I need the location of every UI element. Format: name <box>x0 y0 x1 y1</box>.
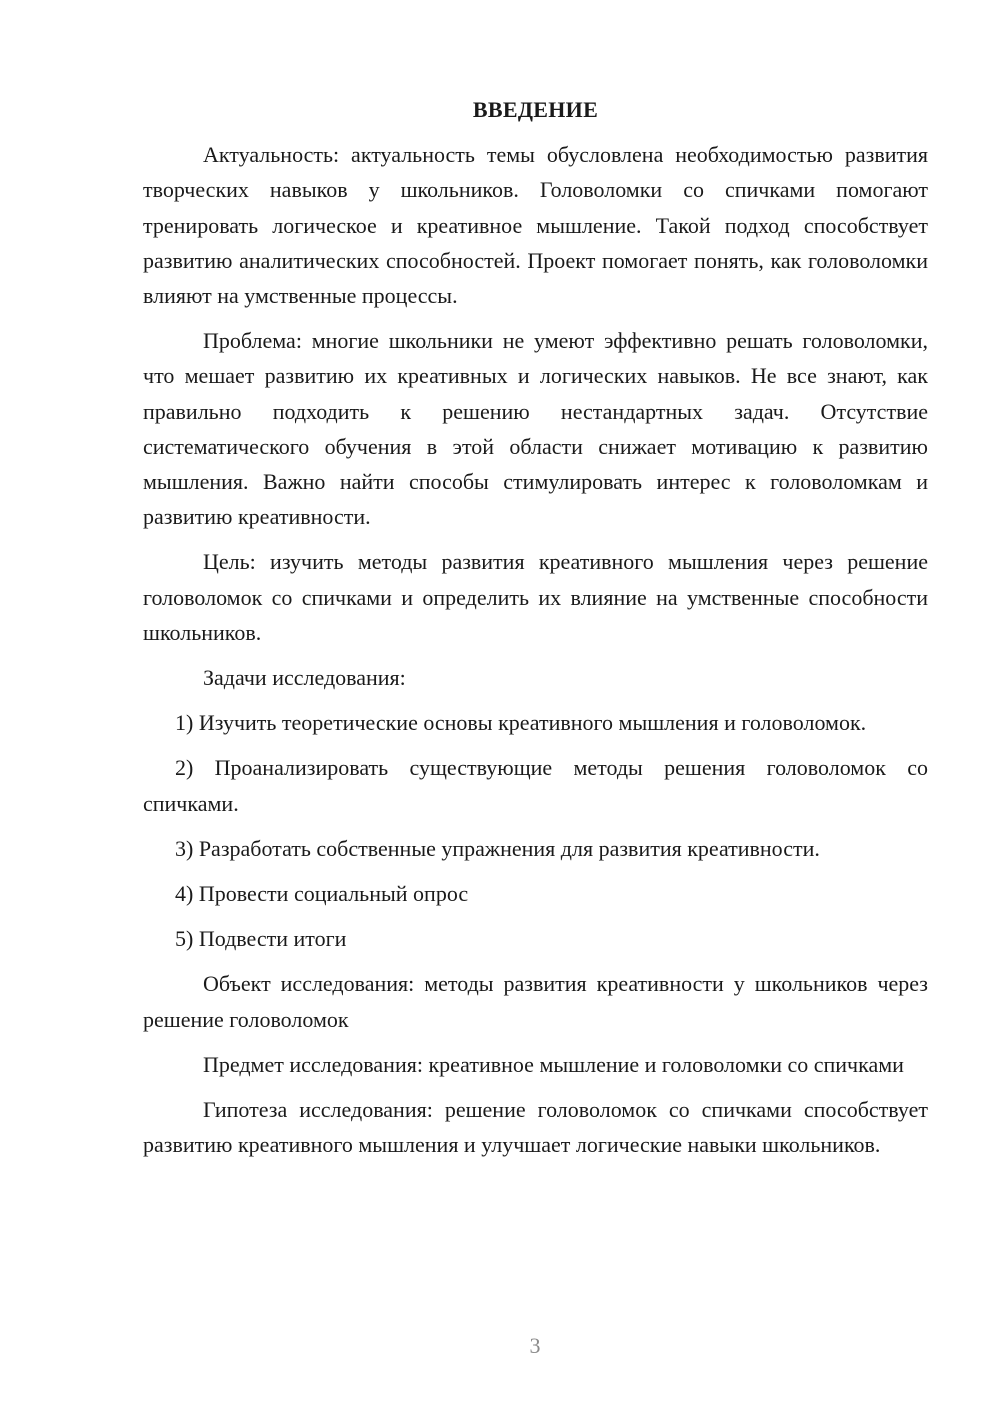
task-item-1: 1) Изучить теоретические основы креативного мышления и головоломок. <box>175 710 867 736</box>
task-item-4: 4) Провести социальный опрос <box>175 881 469 907</box>
document-body <box>143 92 928 1172</box>
task-item-3: 3) Разработать собственные упражнения для развития креативности. <box>175 835 820 861</box>
task-item-2: 2) Проанализировать существующие методы решения головоломок со спичками. <box>143 755 928 816</box>
hypothesis-paragraph: Гипотеза исследования: решение головоломок со спичками способствует развитию креативного мышления и улучшает логические навыки школьников. <box>143 1097 928 1158</box>
subject-paragraph: Предмет исследования: креативное мышление и головоломки со спичками <box>203 1051 904 1077</box>
problem-paragraph: Проблема: многие школьники не умеют эффективно решать головоломки, что мешает развитию их креативных и логических навыков. Не все знают, как правильно подходить к решению нестандартных задач. Отсутствие систематического обучения в этой области снижает мотивацию к развитию мышления. Важно найти способы стимулировать интерес к головоломкам и развитию креативности. <box>143 328 928 530</box>
task-item-5: 5) Подвести итоги <box>175 926 347 952</box>
goal-paragraph: Цель: изучить методы развития креативного мышления через решение головоломок со спичками и определить их влияние на умственные способности школьников. <box>143 549 928 645</box>
page-number: 3 <box>529 1333 541 1358</box>
relevance-paragraph: Актуальность: актуальность темы обусловлена необходимостью развития творческих навыков у школьников. Головоломки со спичками помогают тренировать логическое и креативное мышление. Такой подход способствует развитию аналитических способностей. Проект помогает понять, как головоломки влияют на умственные процессы. <box>143 142 928 309</box>
tasks-title: Задачи исследования: <box>203 665 406 691</box>
page-title: ВВЕДЕНИЕ <box>472 97 599 122</box>
object-paragraph: Объект исследования: методы развития креативности у школьников через решение головоломок <box>143 971 928 1032</box>
